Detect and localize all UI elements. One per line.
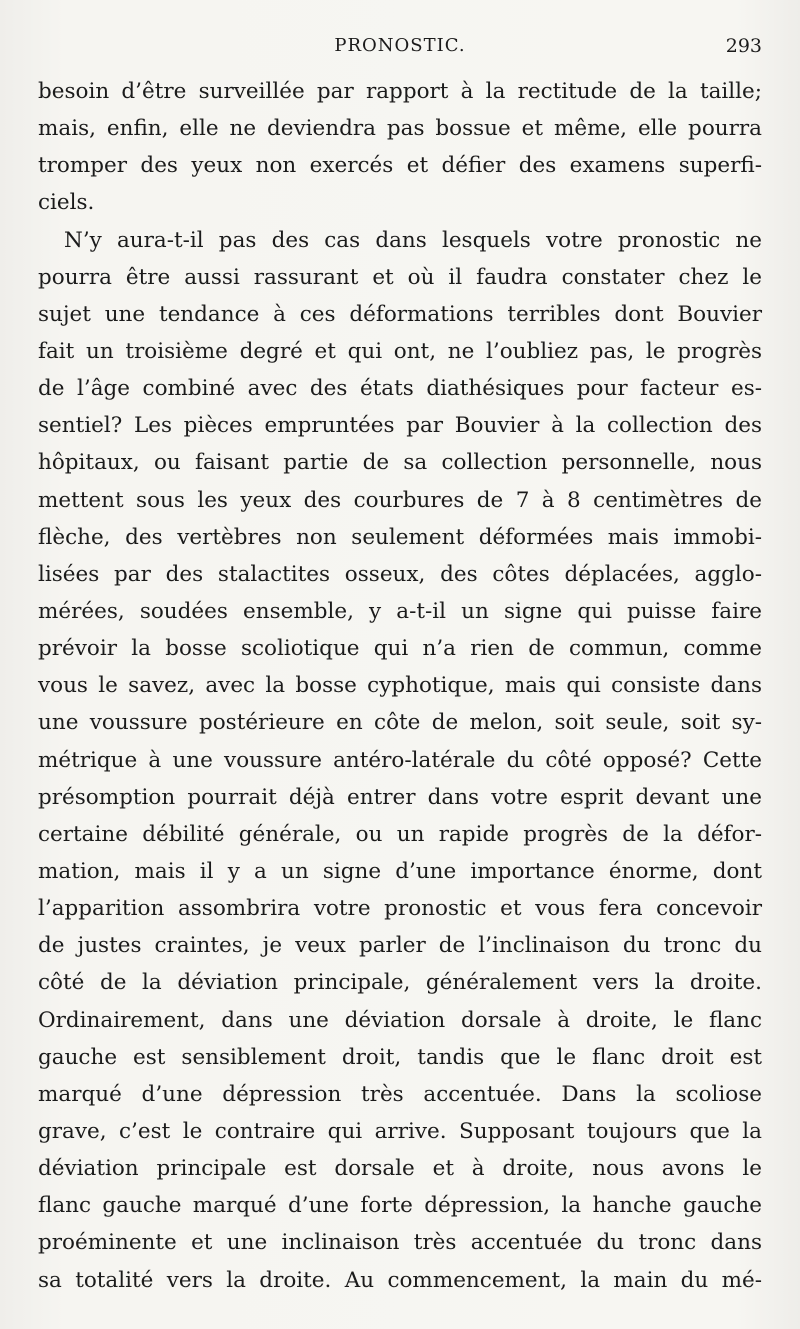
text-line: tromper des yeux non exercés et défier des examens superfi- bbox=[38, 153, 762, 179]
text-line: de l’âge combiné avec des états diathésiques pour facteur es- bbox=[38, 376, 762, 402]
text-line: ciels. bbox=[38, 190, 95, 216]
text-line: hôpitaux, ou faisant partie de sa collection personnelle, nous bbox=[38, 450, 762, 476]
text-line: côté de la déviation principale, généralement vers la droite. bbox=[38, 970, 762, 996]
text-line: mais, enfin, elle ne deviendra pas bossue et même, elle pourra bbox=[38, 116, 762, 142]
text-line: l’apparition assombrira votre pronostic et vous fera concevoir bbox=[38, 896, 762, 922]
text-line: métrique à une voussure antéro-latérale du côté opposé? Cette bbox=[38, 747, 762, 773]
text-line: sentiel? Les pièces empruntées par Bouvier à la collection des bbox=[38, 413, 762, 439]
text-line: lisées par des stalactites osseux, des côtes déplacées, agglo- bbox=[38, 561, 762, 587]
text-line: sa totalité vers la droite. Au commencement, la main du mé- bbox=[38, 1267, 762, 1293]
text-line: gauche est sensiblement droit, tandis que le flanc droit est bbox=[38, 1044, 762, 1070]
text-line: sujet une tendance à ces déformations terribles dont Bouvier bbox=[38, 301, 762, 327]
text-line: mérées, soudées ensemble, y a-t-il un signe qui puisse faire bbox=[38, 598, 762, 624]
text-line: une voussure postérieure en côte de melon, soit seule, soit sy- bbox=[38, 710, 762, 736]
page-number: 293 bbox=[725, 35, 762, 57]
text-line: prévoir la bosse scoliotique qui n’a rien de commun, comme bbox=[38, 636, 762, 662]
text-line: déviation principale est dorsale et à droite, nous avons le bbox=[38, 1156, 762, 1182]
text-line: marqué d’une dépression très accentuée. Dans la scoliose bbox=[38, 1081, 762, 1107]
text-line: N’y aura-t-il pas des cas dans lesquels votre pronostic ne bbox=[64, 227, 762, 253]
text-line: flèche, des vertèbres non seulement déformées mais immobi- bbox=[38, 524, 762, 550]
text-line: présomption pourrait déjà entrer dans votre esprit devant une bbox=[38, 784, 762, 810]
body-text bbox=[38, 73, 762, 1299]
running-title: PRONOSTIC. bbox=[334, 35, 466, 56]
text-line: besoin d’être surveillée par rapport à la rectitude de la taille; bbox=[38, 79, 762, 104]
text-line: certaine débilité générale, ou un rapide progrès de la défor- bbox=[38, 821, 762, 847]
text-line: Ordinairement, dans une déviation dorsale à droite, le flanc bbox=[38, 1007, 762, 1033]
text-line: pourra être aussi rassurant et où il faudra constater chez le bbox=[38, 264, 762, 290]
text-line: proéminente et une inclinaison très accentuée du tronc dans bbox=[38, 1230, 762, 1256]
text-line: vous le savez, avec la bosse cyphotique, mais qui consiste dans bbox=[38, 673, 762, 699]
text-line: grave, c’est le contraire qui arrive. Supposant toujours que la bbox=[38, 1118, 762, 1144]
text-line: fait un troisième degré et qui ont, ne l’oubliez pas, le progrès bbox=[38, 338, 762, 364]
text-line: flanc gauche marqué d’une forte dépression, la hanche gauche bbox=[38, 1193, 762, 1219]
text-line: de justes craintes, je veux parler de l’inclinaison du tronc du bbox=[38, 933, 762, 959]
text-line: mettent sous les yeux des courbures de 7 à 8 centimètres de bbox=[38, 487, 762, 513]
text-line: mation, mais il y a un signe d’une importance énorme, dont bbox=[38, 858, 762, 884]
running-head bbox=[38, 33, 762, 59]
